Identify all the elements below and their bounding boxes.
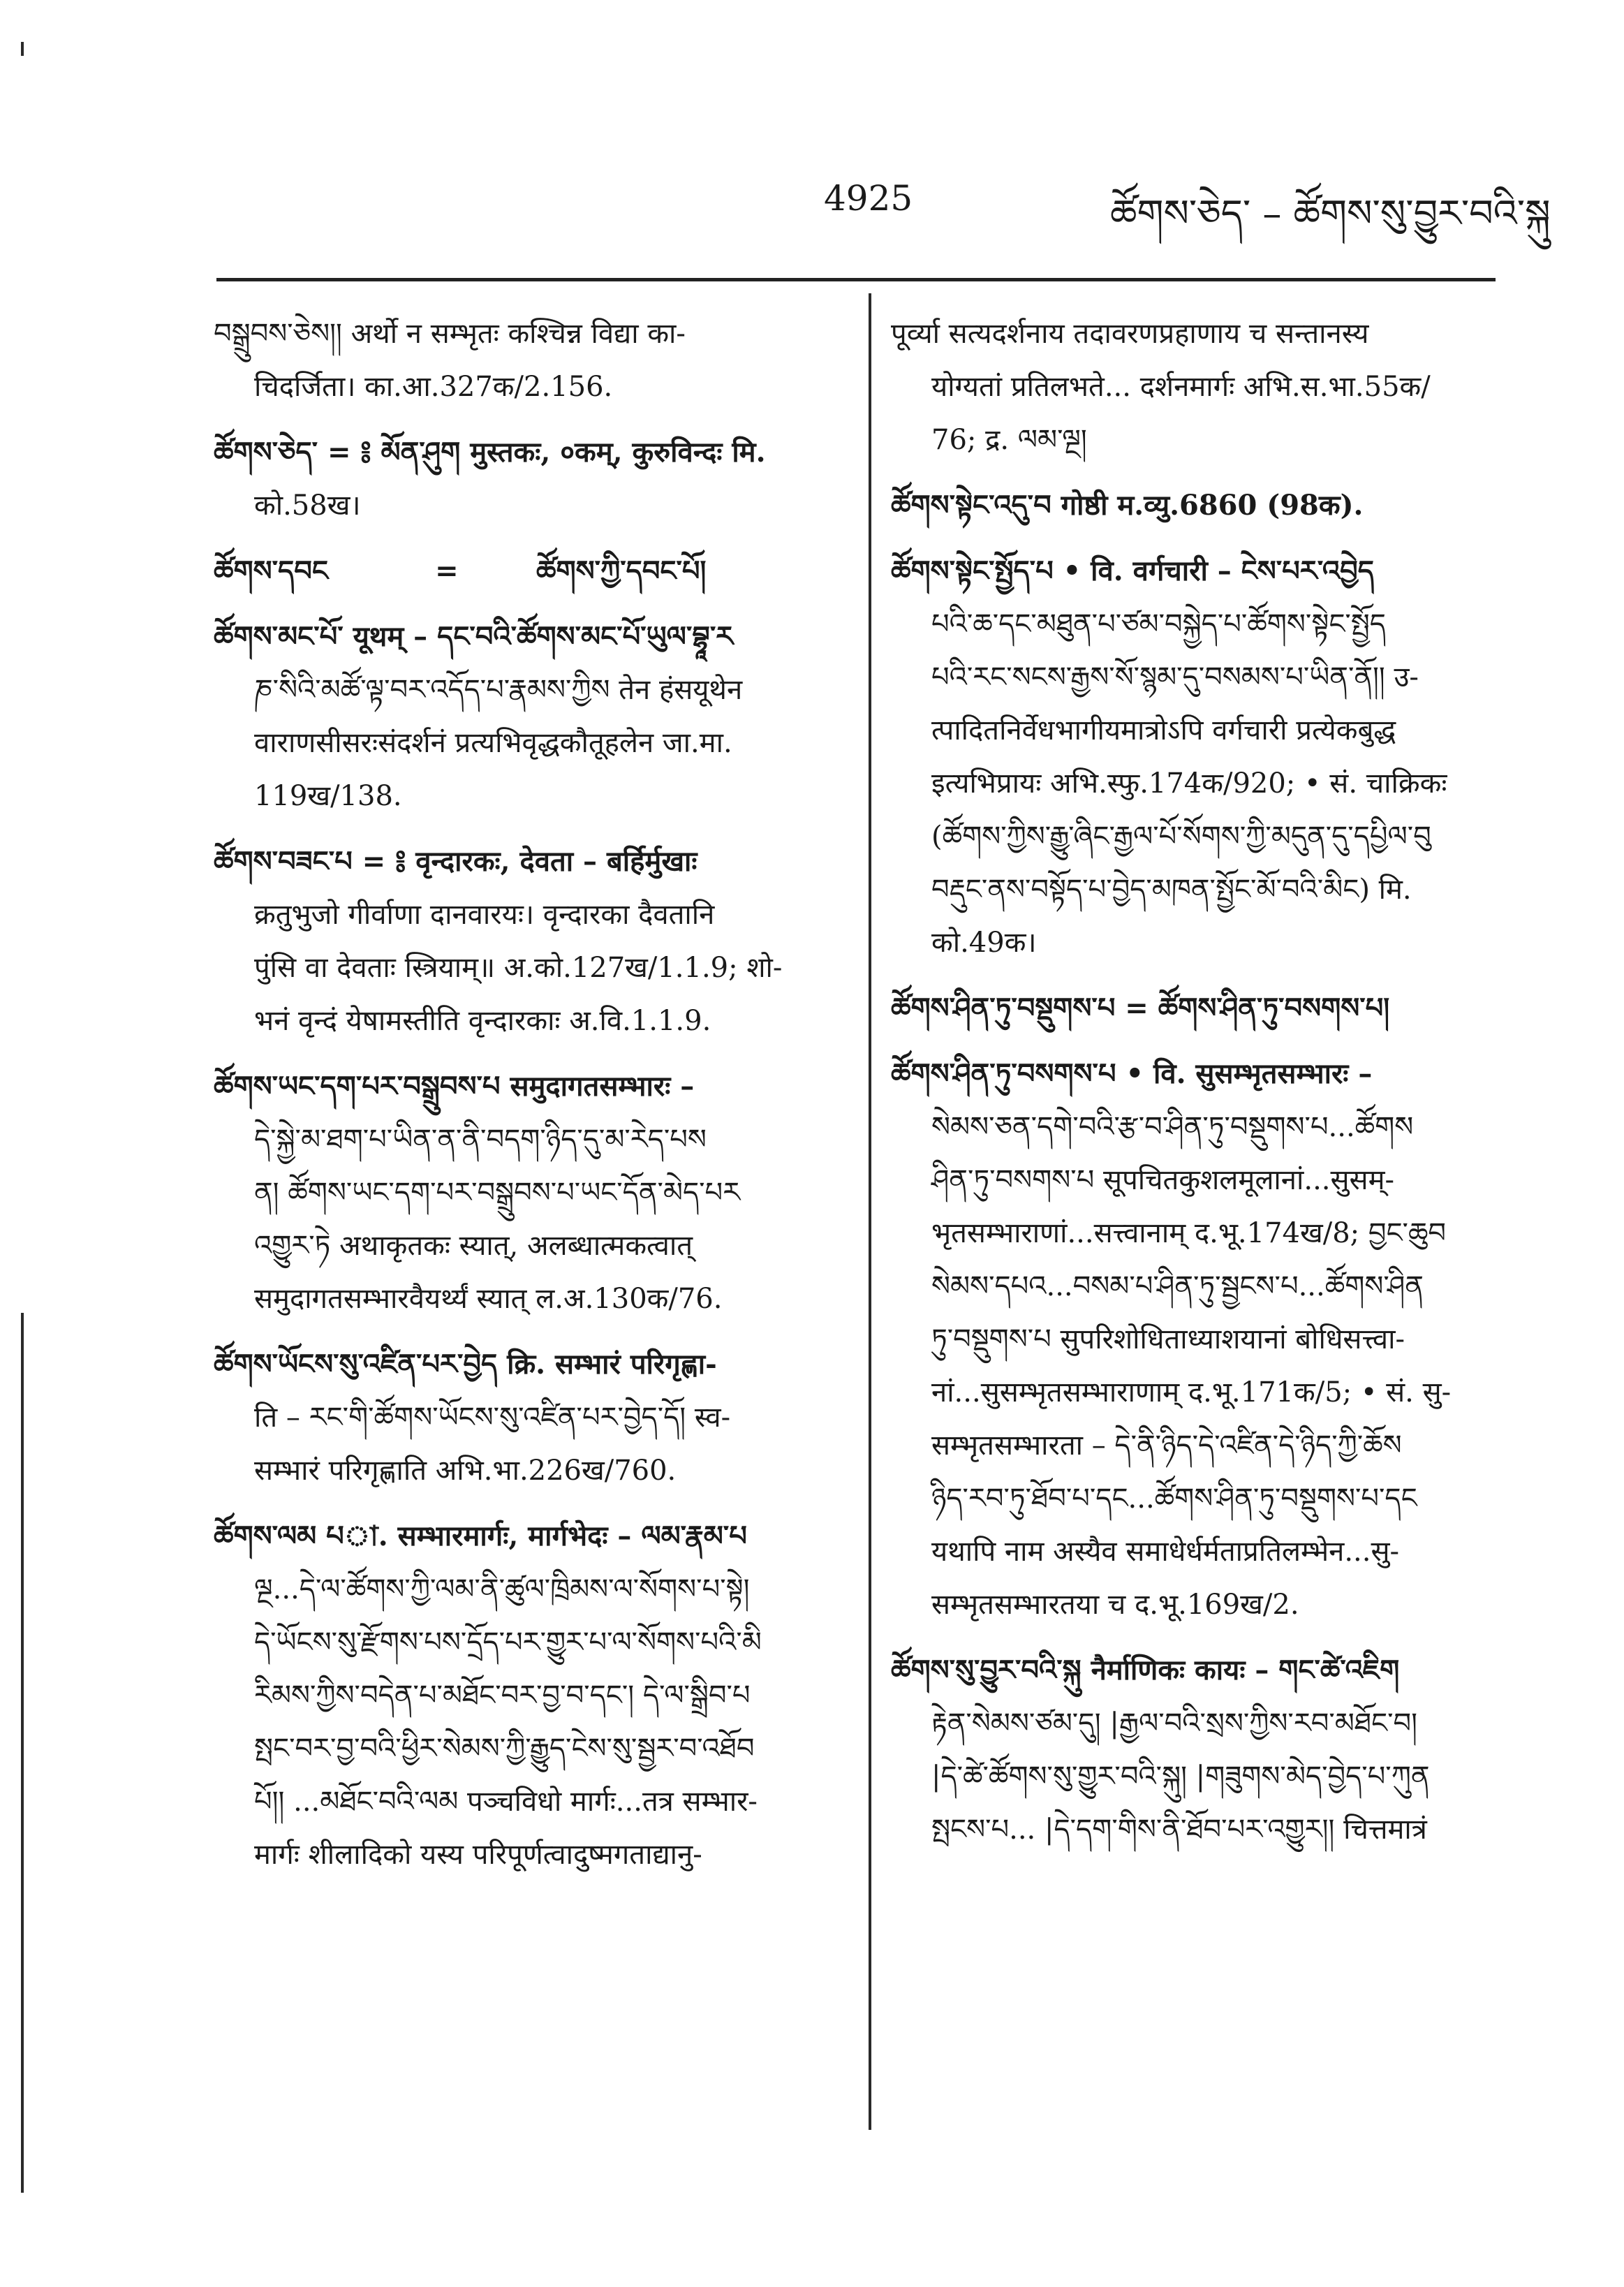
dictionary-entry (891, 1047, 1505, 1631)
entry-line: བསྒྲུབས་ཅེས།། अर्थो न सम्भृतः कश्चिन्न विद्या का- (214, 318, 686, 350)
entry-line: योग्यतां प्रतिलभते... दर्शनमार्गः अभि.स.भा.55क/ (931, 371, 1431, 403)
entry-line: ཉིད་རབ་ཏུ་ཐོབ་པ་དང...ཚོགས་ཤིན་ཏུ་བསྡུགས་པ་དང (931, 1483, 1417, 1515)
entry-line: སེམས་ཅན་དགེ་བའི་རྩ་བ་ཤིན་ཏུ་བསྡུགས་པ...ཚོགས (931, 1111, 1414, 1143)
entry-line: भनं वृन्दं येषामस्तीति वृन्दारकाः अ.वि.1.1.9. (254, 1005, 711, 1037)
entry-line: क्रतुभुजो गीर्वाणा दानवारयः। वृन्दारका दैवतानि (254, 899, 715, 931)
entry-headword-line: ཚོགས་སྟེང་འདུ་བ गोष्ठी म.व्यु.6860 (98क). (891, 489, 1364, 522)
dictionary-entry (214, 307, 828, 413)
binding-edge (21, 1313, 24, 2193)
entry-line: सम्भृतसम्भारतया च द.भू.169ख/2. (931, 1589, 1299, 1621)
right-column (891, 307, 1505, 1869)
dictionary-entry (214, 1060, 828, 1325)
dictionary-entry (891, 545, 1505, 969)
entry-headword-line: ཚོགས་ཡང་དག་པར་བསྒྲུབས་པ समुदागतसम्भारः – (214, 1070, 695, 1103)
entry-headword-line: ཚོགས་ཤིན་ཏུ་བསྡུགས་པ = ཚོགས་ཤིན་ཏུ་བསགས་པ། (891, 992, 1390, 1024)
entry-line: नां...सुसम्भृतसम्भाराणाम् द.भू.171क/5; • सं. सु- (931, 1376, 1452, 1409)
left-column (214, 307, 828, 1894)
dictionary-entry (214, 1338, 828, 1497)
entry-line: वाराणसीसरःसंदर्शनं प्रत्यभिवृद्धकौतूहलेन जा.मा. (254, 727, 732, 759)
entry-line: मार्गः शीलादिको यस्य परिपूर्णत्वादुष्मगताद्यानु- (254, 1839, 702, 1871)
dictionary-entry (214, 545, 828, 598)
entry-line: 119ख/138. (254, 780, 402, 812)
entry-headword-line: ཚོགས་སྟེང་སྤྱོད་པ • वि. वर्गचारी – ངེས་པར་འབྱེད (891, 554, 1374, 587)
entry-line: को.58ख। (254, 490, 361, 522)
entry-line: इत्यभिप्रायः अभि.स्फु.174क/920; • सं. चाक्रिकः (931, 767, 1447, 800)
entry-line: སྤངས་པ... |དེ་དག་གིས་ནི་ཐོབ་པར་འགྱུར།། चित्तमात्रं (931, 1814, 1427, 1846)
entry-line: (ཚོགས་ཀྱིས་རྒྱུ་ཞིང་རྒྱལ་པོ་སོགས་ཀྱི་མདུན་དུ་དཔྱིལ་བུ (931, 821, 1431, 853)
dictionary-entry (214, 610, 828, 823)
column-divider (869, 293, 871, 2130)
running-head: ཚོགས་ཅེད་ – ཚོགས་སུ་བྱུར་བའི་སྐུ (1110, 191, 1551, 235)
entry-line: ཎ་སིའི་མཚོ་ལྟ་བར་འདོད་པ་རྣམས་ཀྱིས तेन हंसयूथेन (254, 674, 743, 706)
entry-line: ति – རང་གི་ཚོགས་ཡོངས་སུ་འཛིན་པར་བྱེད་དོ། स्व- (254, 1402, 731, 1434)
entry-headword-line: ཚོགས་ཡོངས་སུ་འཛིན་པར་བྱེད क्रि. सम्भारं परिगृह्णा- (214, 1348, 717, 1381)
entry-headword-line: ཚོགས་སུ་བྱུར་བའི་སྐུ नैर्माणिकः कायः – གང་ཚེ་འཇིག (891, 1654, 1400, 1686)
entry-line: पूर्व्या सत्यदर्शनाय तदावरणप्रहाणाय च सन्तानस्य (891, 318, 1369, 350)
entry-headword-line: ཚོགས་མང་པོ་ यूथम् – དང་བའི་ཚོགས་མང་པོ་ཡུལ་བྷཱ་ར (214, 620, 734, 653)
entry-line: त्पादितनिर्वेधभागीयमात्रोऽपि वर्गचारी प्रत्येकबुद्ध (931, 714, 1396, 747)
entry-headword-line: ཚོགས་ལམ པা. सम्भारमार्गः, मार्गभेदः – ལམ་རྣམ་པ (214, 1520, 747, 1552)
entry-line: ཤིན་ཏུ་བསགས་པ सूपचितकुशलमूलानां...सुसम्- (931, 1164, 1395, 1196)
entry-line: सम्भारं परिगृह्णाति अभि.भा.226ख/760. (254, 1455, 677, 1487)
entry-line: ན། ཚོགས་ཡང་དག་པར་བསྒྲུབས་པ་ཡང་དོན་མེད་པར (254, 1177, 741, 1209)
entry-line: |དེ་ཚེ་ཚོགས་སུ་གྱུར་བའི་སྐུ། |གཟུགས་མེད་བྱེད་པ་ཀུན (931, 1760, 1430, 1793)
entry-line: རྟེན་སེམས་ཙམ་དུ། |རྒྱལ་བའི་སྲས་ཀྱིས་རབ་མཐོང་བ། (931, 1707, 1418, 1740)
entry-headword-line: ཚོགས་ཅེད་ = ༔ མོན་ཤུག मुस्तकः, ०कम्, कुरुविन्दः मि. (214, 436, 766, 469)
dictionary-entry (214, 1510, 828, 1881)
entry-line: भृतसम्भाराणां...सत्त्वानाम् द.भू.174ख/8; བྱང་ཆུབ (931, 1217, 1447, 1249)
page-number: 4925 (824, 178, 913, 219)
binding-edge-mark (21, 42, 24, 56)
entry-headword-line: ཚོགས་དབང = ཚོགས་ཀྱི་དབང་པོ། (214, 554, 707, 587)
entry-line: ལྔ...དེ་ལ་ཚོགས་ཀྱི་ལམ་ནི་ཚུལ་ཁྲིམས་ལ་སོགས་པ་སྟེ། (254, 1573, 750, 1605)
entry-line: 76; द्र. ལམ་ལྔ། (931, 424, 1087, 456)
entry-line: རིམས་ཀྱིས་བདེན་པ་མཐོང་བར་བྱ་བ་དང་། དེ་ལ་སྒྲིབ་པ (254, 1679, 751, 1712)
entry-headword-line: ཚོགས་བཟང་པ = ༔ वृन्दारकः, देवता – बर्हिर्मुखाः (214, 845, 697, 878)
dictionary-entry (891, 1644, 1505, 1856)
entry-line: यथापि नाम अस्यैव समाधेर्धर्मताप्रतिलम्भेन...सु- (931, 1536, 1400, 1568)
entry-line: སེམས་དཔའ...བསམ་པ་ཤིན་ཏུ་སྦྱངས་པ...ཚོགས་ཤིན (931, 1270, 1424, 1302)
entry-line: पुंसि वा देवताः स्त्रियाम्॥ अ.को.127ख/1.1.9; शो- (254, 952, 783, 984)
entry-line: པོ།། ...མཐོང་བའི་ལམ पञ्चविधो मार्गः...तत्र सम्भार- (254, 1786, 758, 1818)
entry-line: སྤང་བར་བྱ་བའི་ཕྱིར་སེམས་ཀྱི་རྒྱུད་ངེས་སུ་སྦྱར་བ་འཐོབ (254, 1733, 755, 1765)
dictionary-entry (214, 426, 828, 532)
dictionary-entry (891, 982, 1505, 1035)
entry-line: को.49क। (931, 927, 1037, 959)
dictionary-entry (891, 307, 1505, 466)
entry-line: सम्भृतसम्भारता – དེ་ནི་ཉིད་དེ་འཛིན་དེ་ཉིད་ཀྱི་ཆོས (931, 1429, 1402, 1462)
entry-line: चिदर्जिता। का.आ.327क/2.156. (254, 371, 613, 403)
entry-line: པའི་ཆ་དང་མཐུན་པ་ཙམ་བསྐྱེད་པ་ཚོགས་སྟེང་སྤྱོད (931, 608, 1386, 640)
dictionary-entry (214, 835, 828, 1047)
entry-line: འགྱུར་ཏེ अथाकृतकः स्यात्, अलब्धात्मकत्वात् (254, 1230, 693, 1262)
entry-line: པའི་རང་སངས་རྒྱས་སོ་སྙམ་དུ་བསམས་པ་ཡིན་ནོ།། उ- (931, 661, 1419, 693)
entry-line: བརྡུང་ནས་བསྟོད་པ་བྱེད་མཁན་སྤྱོང་མོ་བའི་མིང) मि. (931, 874, 1412, 906)
entry-headword-line: ཚོགས་ཤིན་ཏུ་བསགས་པ • वि. सुसम्भृतसम्भारः – (891, 1057, 1373, 1090)
dictionary-entry (891, 479, 1505, 532)
entry-line: ཏུ་བསྡུགས་པ सुपरिशोधिताध्याशयानां बोधिसत्त्वा- (931, 1323, 1405, 1355)
entry-line: समुदागतसम्भारवैयर्थ्यं स्यात् ल.अ.130क/76. (254, 1283, 723, 1315)
entry-line: དེ་སྐྱེ་མ་ཐག་པ་ཡིན་ན་ནི་བདག་ཉིད་དུ་མ་རེད་པས (254, 1124, 707, 1156)
header-rule (216, 278, 1496, 281)
entry-line: དེ་ཡོངས་སུ་རྫོགས་པས་དྲོད་པར་གྱུར་པ་ལ་སོགས་པའི་མི (254, 1626, 762, 1659)
